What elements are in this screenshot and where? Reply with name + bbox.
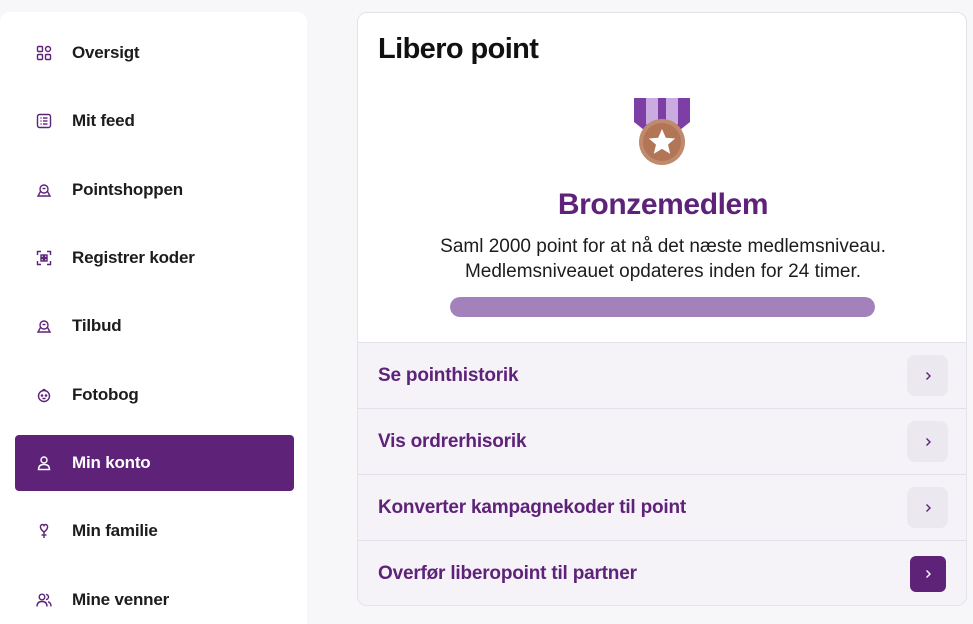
- chevron-button[interactable]: [907, 355, 948, 396]
- link-label: Se pointhistorik: [378, 364, 519, 386]
- link-konverter-kampagnekoder[interactable]: [358, 474, 967, 540]
- heart-person-icon: [36, 523, 52, 539]
- sidebar-item-label: Registrer koder: [72, 248, 195, 267]
- gift-icon: [36, 318, 52, 334]
- libero-point-card: [357, 12, 967, 606]
- sidebar-item-tilbud[interactable]: [15, 298, 294, 354]
- list-icon: [36, 113, 52, 129]
- chevron-right-icon: [923, 371, 933, 381]
- bronze-medal-icon: [630, 96, 694, 168]
- sidebar: [0, 12, 307, 624]
- sidebar-item-oversigt[interactable]: [15, 25, 294, 81]
- chevron-button[interactable]: [907, 487, 948, 528]
- sidebar-item-label: Min konto: [72, 453, 151, 472]
- sidebar-item-label: Mit feed: [72, 111, 135, 130]
- sidebar-item-label: Tilbud: [72, 316, 122, 335]
- sidebar-item-label: Min familie: [72, 521, 158, 540]
- level-description-line-2: Medlemsniveauet opdateres inden for 24 timer.: [464, 261, 862, 282]
- sidebar-item-fotobog[interactable]: [15, 367, 294, 423]
- scan-icon: [36, 250, 52, 266]
- baby-face-icon: [36, 387, 52, 403]
- chevron-right-icon: [923, 503, 933, 513]
- chevron-button[interactable]: [907, 421, 948, 462]
- chevron-right-icon: [923, 569, 933, 579]
- sidebar-item-mit-feed[interactable]: [15, 93, 294, 149]
- grid-icon: [36, 45, 52, 61]
- sidebar-item-registrer-koder[interactable]: [15, 230, 294, 286]
- chevron-button[interactable]: [910, 556, 946, 592]
- progress-fill: [450, 297, 875, 317]
- level-description-line-1: Saml 2000 point for at nå det næste medlemsniveau.: [440, 236, 886, 257]
- link-overfor-liberopoint[interactable]: [358, 540, 967, 606]
- sidebar-item-label: Pointshoppen: [72, 180, 183, 199]
- sidebar-item-label: Oversigt: [72, 43, 140, 62]
- link-label: Overfør liberopoint til partner: [378, 562, 637, 584]
- page-title: Libero point: [378, 33, 539, 65]
- sidebar-item-label: Mine venner: [72, 590, 169, 609]
- user-icon: [36, 455, 52, 471]
- points-progress-bar: [450, 297, 875, 317]
- users-icon: [36, 592, 52, 608]
- membership-level: Bronzemedlem: [557, 188, 769, 221]
- link-label: Vis ordrerhisorik: [378, 430, 527, 452]
- sidebar-item-mine-venner[interactable]: [15, 572, 294, 624]
- sidebar-item-pointshoppen[interactable]: [15, 162, 294, 218]
- gift-icon: [36, 182, 52, 198]
- link-pointhistorik[interactable]: [358, 342, 967, 408]
- sidebar-item-min-familie[interactable]: [15, 503, 294, 559]
- link-ordrerhisorik[interactable]: [358, 408, 967, 474]
- sidebar-item-label: Fotobog: [72, 385, 139, 404]
- link-label: Konverter kampagnekoder til point: [378, 496, 687, 518]
- sidebar-item-min-konto[interactable]: [15, 435, 294, 491]
- chevron-right-icon: [923, 437, 933, 447]
